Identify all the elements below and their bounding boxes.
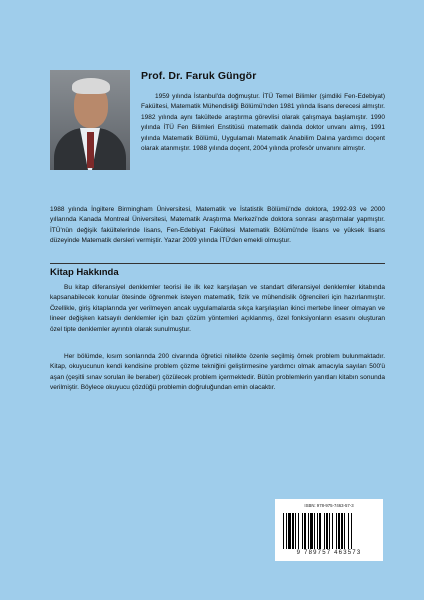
barcode-label xyxy=(275,499,383,561)
section-divider xyxy=(50,263,385,264)
author-photo xyxy=(50,70,130,170)
author-bio-continued: 1988 yılında İngiltere Birmingham Üniversitesi, Matematik ve İstatistik Bölümü'nde doktora, 1992-93 ve 2000 yıllarında Kanada Montreal Üniversitesi, Matematik Araştırma Merkezi'nde doktora sonrası araştırmalar yapmıştır. İTÜ'nün değişik fakültelerinde lisans, Fen-Edebiyat Fakültesi Matematik Bölümü'nde lisans ve yüksek lisans düzeyinde Matematik dersleri vermiştir. Yazar 2009 yılında İTÜ'den emekli olmuştur. xyxy=(50,206,385,245)
author-name: Prof. Dr. Faruk Güngör xyxy=(141,70,257,82)
author-bio-paragraph: 1959 yılında İstanbul'da doğmuştur. İTÜ Temel Bilimler (şimdiki Fen-Edebiyat) Fakültesi, Matematik Mühendisliği Bölümü'nden 1981 yılında lisans derecesi almıştır. 1982 yılında aynı fakültede araştırma görevlisi olarak çalışmaya başlamıştır. 1990 yılında İTÜ Fen Bilimleri Enstitüsü matematik dalında doktor unvanı almış, 1991 yılında Matematik Bölümü, Uygulamalı Matematik Anabilim Dalına yardımcı doçent olarak atanmıştır. 1988 yılında doçent, 2004 yılında profesör unvanını almıştır. xyxy=(141,93,385,153)
about-paragraph-1: Bu kitap diferansiyel denklemler teorisi ile ilk kez karşılaşan ve standart diferansiyel denklemler kitabında kapsanabilecek konular ötesinde öğrenmek isteyen matematik, fizik ve mühendislik öğrencileri için hazırlanmıştır. Özellikle, giriş kitaplarında yer verilmeyen ancak uygulamalarda sıkça karşılaşılan ikinci mertebe lineer olmayan ve lineer değişken katsayılı denklemler için bazı çözüm yöntemleri açıklanmış, özel fonksiyonların esasını oluşturan özel tipte denklemler ayrıntılı olarak sunulmuştur. xyxy=(50,284,385,333)
barcode-icon xyxy=(283,513,375,549)
isbn-text: ISBN: 978-975-7463-57-3 xyxy=(304,503,354,508)
section-title: Kitap Hakkında xyxy=(50,267,119,278)
barcode-number: 9 789757 463573 xyxy=(296,550,362,556)
about-paragraph-2: Her bölümde, kısım sonlarında 200 civarında öğretici nitelikte özenle seçilmiş örnek problem bulunmaktadır. Kitap, okuyucunun kendi kendisine problem çözme tekniğini geliştirmesine yardımcı olmak amacıyla sayıları 500'ü aşan (çeşitli sınav soruları ile beraber) çözülecek problem içermektedir. Bütün problemlerin yanıtları kitabın sonunda verilmiştir. Böylece okuyucu çözdüğü problemin doğruluğundan emin olacaktır. xyxy=(50,353,385,392)
